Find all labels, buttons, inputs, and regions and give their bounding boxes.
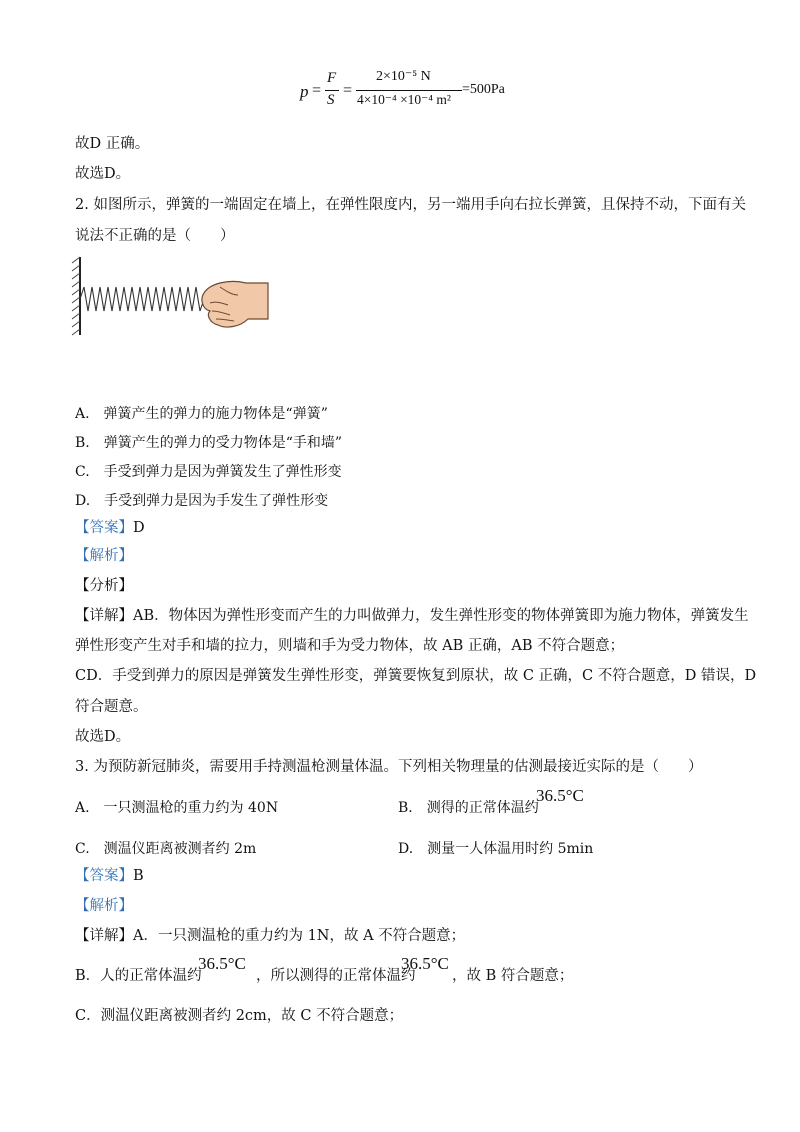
q1-conclusion: 故D 正确。	[75, 136, 150, 152]
q2-stem-line1: 2. 如图所示，弹簧的一端固定在墙上，在弹性限度内，另一端用手向右拉长弹簧，且保持不动，下面有关	[75, 197, 746, 213]
q3-option-b-value: 36.5°C	[536, 786, 584, 805]
answer-label: 【答案】	[75, 520, 133, 536]
q3-analysis-label: 【解析】	[75, 898, 133, 914]
formula-eq2: =	[343, 82, 353, 99]
q3-option-d: D. 测量一人体温用时约 5min	[398, 841, 594, 857]
q2-fenxi-label: 【分析】	[75, 578, 133, 594]
fraction1-numerator: F	[327, 70, 337, 86]
spring-wall-hand-figure	[70, 253, 270, 339]
q3-answer	[75, 866, 144, 886]
formula-result: =500Pa	[462, 82, 505, 97]
q3-detail-b-value1: 36.5°C	[198, 954, 246, 973]
q3-detail-a	[75, 926, 465, 946]
formula-lhs: p	[300, 82, 309, 101]
q2-detail-line2: 弹性形变产生对手和墙的拉力，则墙和手为受力物体，故 AB 正确，AB 不符合题意；	[75, 638, 625, 654]
q1-final-choice: 故选D。	[75, 166, 131, 182]
q2-option-d: D. 手受到弹力是因为手发生了弹性形变	[75, 493, 329, 509]
q2-answer	[75, 518, 145, 538]
q3-detail-b-part2: ，所以测得的正常体温约	[256, 968, 416, 984]
q3-option-c: C. 测温仪距离被测者约 2m	[75, 841, 257, 857]
q2-cd-line2: 符合题意。	[75, 699, 148, 715]
hand-icon	[202, 281, 268, 327]
detail-text: AB．物体因为弹性形变而产生的力叫做弹力，发生弹性形变的物体弹簧即为施力物体，弹簧发生	[133, 608, 749, 624]
formula-eq1: =	[312, 82, 322, 99]
q3-option-b: B. 测得的正常体温约	[398, 800, 539, 816]
q3-stem: 3. 为预防新冠肺炎，需要用手持测温枪测量体温。下列相关物理量的估测最接近实际的是（ ）	[75, 759, 703, 775]
q3-detail-b-value2: 36.5°C	[401, 954, 449, 973]
q2-option-c: C. 手受到弹力是因为弹簧发生了弹性形变	[75, 464, 342, 480]
answer-value: B	[133, 868, 144, 884]
spring-icon	[80, 287, 204, 311]
detail-label: 【详解】	[75, 928, 133, 944]
q2-stem-line2: 说法不正确的是（ ）	[75, 228, 235, 244]
answer-value: D	[133, 520, 145, 536]
fraction2-bar	[356, 90, 462, 91]
q2-final-choice: 故选D。	[75, 729, 131, 745]
q2-option-b: B. 弹簧产生的弹力的受力物体是“手和墙”	[75, 435, 343, 451]
fraction1-denominator: S	[327, 92, 335, 108]
detail-text: A．一只测温枪的重力约为 1N，故 A 不符合题意；	[133, 928, 466, 944]
q3-option-a: A. 一只测温枪的重力约为 40N	[75, 800, 279, 816]
wall-icon	[72, 257, 80, 335]
answer-label: 【答案】	[75, 868, 133, 884]
q2-option-a: A. 弹簧产生的弹力的施力物体是“弹簧”	[75, 406, 328, 422]
fraction2-numerator: 2×10⁻⁵ N	[376, 69, 431, 84]
q3-detail-b-part1: B．人的正常体温约	[75, 968, 202, 984]
q2-detail-line1	[75, 606, 749, 626]
q2-analysis-label: 【解析】	[75, 548, 133, 564]
q2-cd-line1: CD．手受到弹力的原因是弹簧发生弹性形变，弹簧要恢复到原状，故 C 正确，C 不符合题意，D 错误，D	[75, 668, 757, 684]
q3-detail-b-part3: ，故 B 符合题意；	[452, 968, 574, 984]
q3-detail-c: C．测温仪距离被测者约 2cm，故 C 不符合题意；	[75, 1008, 404, 1024]
fraction2-denominator: 4×10⁻⁴ ×10⁻⁴ m²	[357, 92, 451, 107]
fraction1-bar	[325, 90, 339, 91]
detail-label: 【详解】	[75, 608, 133, 624]
